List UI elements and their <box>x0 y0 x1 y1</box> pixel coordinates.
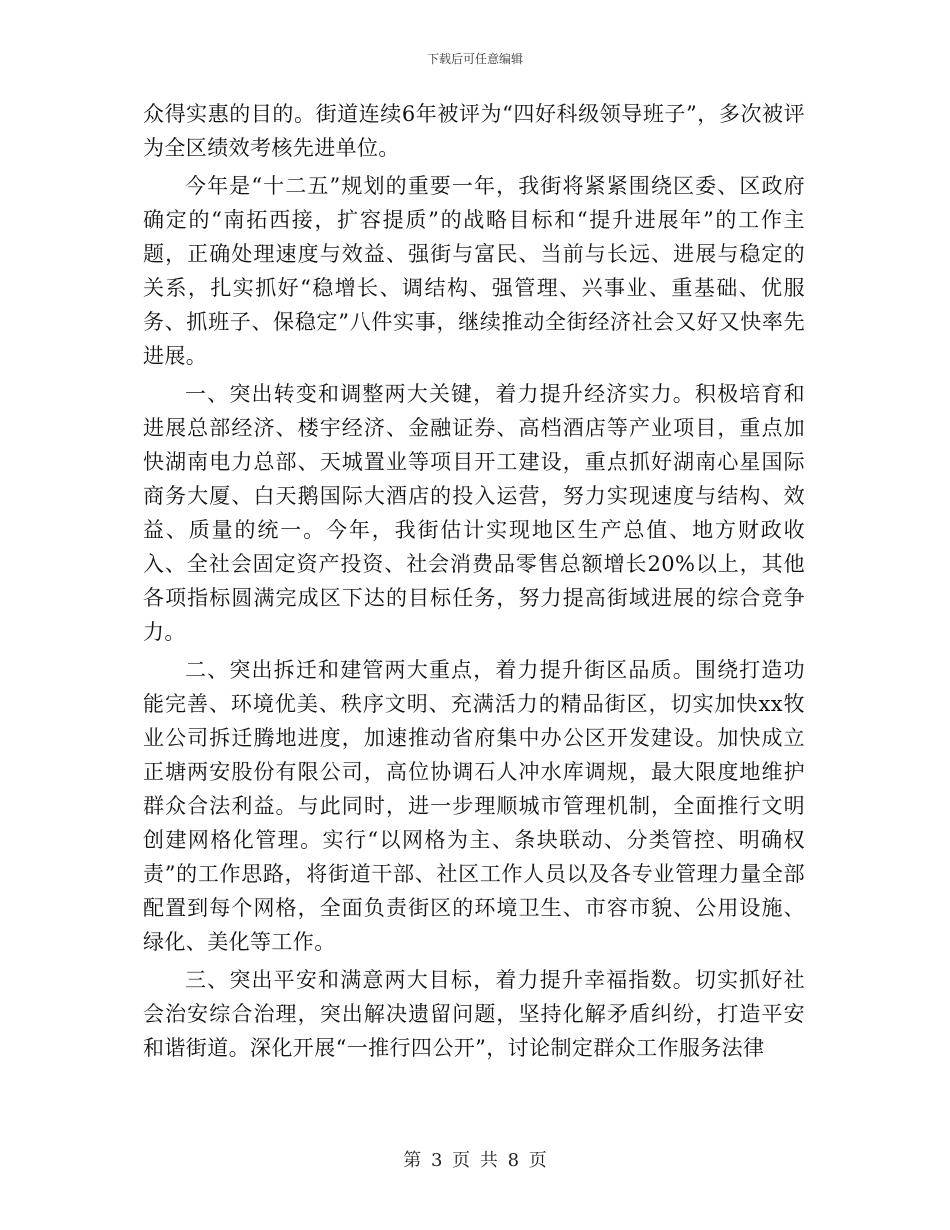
paragraph-continuation: 众得实惠的目的。街道连续6年被评为“四好科级领导班子”，多次被评为全区绩效考核先进单位。 <box>143 102 805 160</box>
document-body <box>143 97 805 1069</box>
paragraph-section-2: 二、突出拆迁和建管两大重点，着力提升街区品质。围绕打造功能完善、环境优美、秩序文明、充满活力的精品街区，切实加快xx牧业公司拆迁腾地进度，加速推动省府集中办公区开发建设。加快成立正塘两安股份有限公司，高位协调石人冲水库调规，最大限度地维护群众合法利益。与此同时，进一步理顺城市管理机制，全面推行文明创建网格化管理。实行“以网格为主、条块联动、分类管控、明确权责”的工作思路，将街道干部、社区工作人员以及各专业管理力量全部配置到每个网格，全面负责街区的环境卫生、市容市貌、公用设施、绿化、美化等工作。 <box>143 658 805 954</box>
page-number-footer: 第 3 页 共 8 页 <box>403 1150 547 1171</box>
paragraph-section-1: 一、突出转变和调整两大关键，着力提升经济实力。积极培育和进展总部经济、楼宇经济、金融证券、高档酒店等产业项目，重点加快湖南电力总部、天城置业等项目开工建设，重点抓好湖南心星国际商务大厦、白天鹅国际大酒店的投入运营，努力实现速度与结构、效益、质量的统一。今年，我街估计实现地区生产总值、地方财政收入、全社会固定资产投资、社会消费品零售总额增长20%以上，其他各项指标圆满完成区下达的目标任务，努力提高街域进展的综合竞争力。 <box>143 382 805 644</box>
page-header: 下载后可任意编辑 <box>426 52 523 66</box>
paragraph-section-3: 三、突出平安和满意两大目标，着力提升幸福指数。切实抓好社会治安综合治理，突出解决遗留问题，坚持化解矛盾纠纷，打造平安和谐街道。深化开展“一推行四公开”，讨论制定群众工作服务法律 <box>143 968 805 1060</box>
paragraph-intro: 今年是“十二五”规划的重要一年，我街将紧紧围绕区委、区政府确定的“南拓西接，扩容提质”的战略目标和“提升进展年”的工作主题，正确处理速度与效益、强街与富民、当前与长远、进展与稳定的关系，扎实抓好“稳增长、调结构、强管理、兴事业、重基础、优服务、抓班子、保稳定”八件实事，继续推动全街经济社会又好又快率先进展。 <box>143 174 805 368</box>
